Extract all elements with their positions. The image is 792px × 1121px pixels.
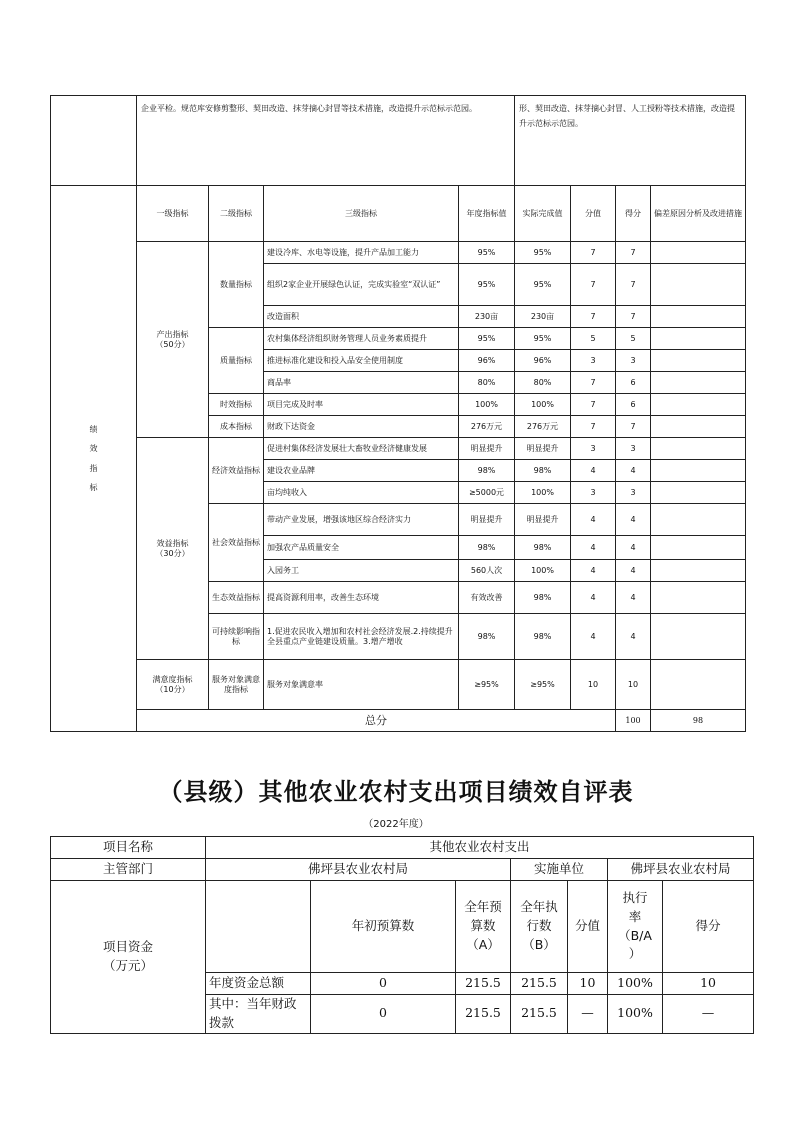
target-cell: 98% (459, 460, 515, 482)
l3-cell: 农村集体经济组织财务管理人员业务素质提升 (264, 328, 459, 350)
value-cell: 10 (571, 660, 616, 710)
funds-full: 215.5 (456, 995, 511, 1034)
score-cell: 6 (616, 394, 651, 416)
actual-cell: 80% (515, 372, 571, 394)
funds-value: 10 (568, 973, 608, 995)
impl-value: 佛坪县农业农村局 (608, 859, 754, 881)
project-name-label: 项目名称 (51, 837, 206, 859)
funds-value: — (568, 995, 608, 1034)
reason-cell (651, 264, 746, 306)
value-cell: 4 (571, 614, 616, 660)
actual-cell: 98% (515, 582, 571, 614)
l3-cell: 财政下达资金 (264, 416, 459, 438)
target-cell: 80% (459, 372, 515, 394)
value-cell: 3 (571, 482, 616, 504)
reason-cell (651, 582, 746, 614)
funds-rate: 100% (608, 973, 663, 995)
value-cell: 7 (571, 306, 616, 328)
funds-exec: 215.5 (511, 995, 568, 1034)
reason-cell (651, 350, 746, 372)
target-cell: 95% (459, 328, 515, 350)
target-cell: 230亩 (459, 306, 515, 328)
perf-top-row (51, 96, 746, 186)
perf-top-blank (51, 96, 137, 186)
funds-label: 项目资金 （万元） (51, 881, 206, 1034)
target-cell: 98% (459, 614, 515, 660)
value-cell: 7 (571, 242, 616, 264)
sub-social: 社会效益指标 (209, 504, 264, 582)
score-cell: 7 (616, 264, 651, 306)
section-label (51, 186, 137, 732)
funds-initial: 0 (311, 995, 456, 1034)
funds-score: — (663, 995, 754, 1034)
score-cell: 3 (616, 438, 651, 460)
header-target: 年度指标值 (459, 186, 515, 242)
header-actual: 实际完成值 (515, 186, 571, 242)
header-l2: 二级指标 (209, 186, 264, 242)
l3-cell: 服务对象满意率 (264, 660, 459, 710)
l3-cell: 推进标准化建设和投入品安全使用制度 (264, 350, 459, 372)
target-cell: ≥95% (459, 660, 515, 710)
total-row (51, 710, 746, 732)
sub-cost: 成本指标 (209, 416, 264, 438)
total-score: 98 (651, 710, 746, 732)
reason-cell (651, 660, 746, 710)
score-cell: 4 (616, 536, 651, 560)
target-cell: 明显提升 (459, 504, 515, 536)
target-cell: 96% (459, 350, 515, 372)
sub-sustainable: 可持续影响指标 (209, 614, 264, 660)
project-name-row (51, 837, 754, 859)
actual-cell: 100% (515, 482, 571, 504)
target-cell: 明显提升 (459, 438, 515, 460)
l3-cell: 建设冷库、水电等设施，提升产品加工能力 (264, 242, 459, 264)
value-cell: 3 (571, 438, 616, 460)
target-cell: 95% (459, 242, 515, 264)
header-l1: 一级指标 (137, 186, 209, 242)
total-label: 总分 (137, 710, 616, 732)
value-cell: 3 (571, 350, 616, 372)
funds-score: 10 (663, 973, 754, 995)
score-cell: 4 (616, 582, 651, 614)
l3-cell: 组织2家企业开展绿色认证，完成实验室“双认证” (264, 264, 459, 306)
reason-cell (651, 536, 746, 560)
document-title: （县级）其他农业农村支出项目绩效自评表 (158, 777, 634, 806)
score-cell: 7 (616, 242, 651, 264)
score-cell: 6 (616, 372, 651, 394)
l3-cell: 亩均纯收入 (264, 482, 459, 504)
col-initial: 年初预算数 (311, 881, 456, 973)
reason-cell (651, 560, 746, 582)
reason-cell (651, 372, 746, 394)
group-benefit: 效益指标 （30分） (137, 438, 209, 660)
reason-cell (651, 504, 746, 536)
value-cell: 4 (571, 560, 616, 582)
target-cell: 100% (459, 394, 515, 416)
group-satisfaction: 满意度指标 （10分） (137, 660, 209, 710)
performance-indicator-table (50, 95, 746, 732)
sub-ecological: 生态效益指标 (209, 582, 264, 614)
actual-cell: ≥95% (515, 660, 571, 710)
reason-cell (651, 328, 746, 350)
actual-cell: 100% (515, 394, 571, 416)
funds-rate: 100% (608, 995, 663, 1034)
table-row (51, 660, 746, 710)
l3-cell: 改造面积 (264, 306, 459, 328)
actual-cell: 95% (515, 242, 571, 264)
target-cell: 95% (459, 264, 515, 306)
reason-cell (651, 482, 746, 504)
score-cell: 4 (616, 560, 651, 582)
score-cell: 7 (616, 306, 651, 328)
actual-cell: 100% (515, 560, 571, 582)
sub-quality: 质量指标 (209, 328, 264, 394)
l3-cell: 商品率 (264, 372, 459, 394)
total-value: 100 (616, 710, 651, 732)
reason-cell (651, 394, 746, 416)
perf-top-text-right: 形、契田改造、抹芽摘心封冒、人工授粉等技术措施，改造提升示范标示范园。 (515, 96, 746, 186)
section-label-text: 绩效指标 (89, 425, 98, 492)
actual-cell: 明显提升 (515, 438, 571, 460)
sub-service: 服务对象满意度指标 (209, 660, 264, 710)
value-cell: 7 (571, 394, 616, 416)
dept-label: 主管部门 (51, 859, 206, 881)
value-cell: 7 (571, 372, 616, 394)
reason-cell (651, 416, 746, 438)
l3-cell: 提高资源利用率，改善生态环境 (264, 582, 459, 614)
perf-top-text-left: 企业平检。规范库安修剪整形、契田改造、抹芽摘心封冒等技术措施，改造提升示范标示范园。 (137, 96, 515, 186)
score-cell: 5 (616, 328, 651, 350)
table-row (51, 242, 746, 264)
l3-cell: 入园务工 (264, 560, 459, 582)
header-score: 得分 (616, 186, 651, 242)
value-cell: 4 (571, 536, 616, 560)
score-cell: 7 (616, 416, 651, 438)
score-cell: 10 (616, 660, 651, 710)
project-name-value: 其他农业农村支出 (206, 837, 754, 859)
reason-cell (651, 306, 746, 328)
target-cell: 98% (459, 536, 515, 560)
funds-header-row (51, 881, 754, 973)
actual-cell: 98% (515, 536, 571, 560)
col-rate: 执行 率 （B/A ） (608, 881, 663, 973)
score-cell: 3 (616, 350, 651, 372)
col-full: 全年预 算数 （A） (456, 881, 511, 973)
header-score-value: 分值 (571, 186, 616, 242)
actual-cell: 95% (515, 264, 571, 306)
actual-cell: 96% (515, 350, 571, 372)
target-cell: 有效改善 (459, 582, 515, 614)
actual-cell: 明显提升 (515, 504, 571, 536)
actual-cell: 230亩 (515, 306, 571, 328)
l3-cell: 促进村集体经济发展壮大畜牧业经济健康发展 (264, 438, 459, 460)
col-score: 得分 (663, 881, 754, 973)
sub-quantity: 数量指标 (209, 242, 264, 328)
funds-exec: 215.5 (511, 973, 568, 995)
score-cell: 4 (616, 460, 651, 482)
dept-value: 佛坪县农业农村局 (206, 859, 511, 881)
target-cell: ≥5000元 (459, 482, 515, 504)
funds-row-label: 其中：当年财政拨款 (206, 995, 311, 1034)
group-output: 产出指标 （50分） (137, 242, 209, 438)
document-year: （2022年度） (363, 819, 429, 830)
l3-cell: 1.促进农民收入增加和农村社会经济发展.2.持续提升全县重点产业链建设质量。3.增产增收 (264, 614, 459, 660)
actual-cell: 98% (515, 614, 571, 660)
dept-row (51, 859, 754, 881)
funds-row-label: 年度资金总额 (206, 973, 311, 995)
score-cell: 3 (616, 482, 651, 504)
header-reason: 偏差原因分析及改进措施 (651, 186, 746, 242)
l3-cell: 建设农业品牌 (264, 460, 459, 482)
score-cell: 4 (616, 614, 651, 660)
actual-cell: 276万元 (515, 416, 571, 438)
impl-label: 实施单位 (511, 859, 608, 881)
funds-initial: 0 (311, 973, 456, 995)
funds-full: 215.5 (456, 973, 511, 995)
l3-cell: 项目完成及时率 (264, 394, 459, 416)
value-cell: 4 (571, 582, 616, 614)
value-cell: 5 (571, 328, 616, 350)
actual-cell: 98% (515, 460, 571, 482)
actual-cell: 95% (515, 328, 571, 350)
reason-cell (651, 438, 746, 460)
value-cell: 4 (571, 504, 616, 536)
funds-header-blank (206, 881, 311, 973)
l3-cell: 加强农产品质量安全 (264, 536, 459, 560)
target-cell: 276万元 (459, 416, 515, 438)
header-l3: 三级指标 (264, 186, 459, 242)
value-cell: 7 (571, 264, 616, 306)
reason-cell (651, 242, 746, 264)
project-summary-table (50, 836, 754, 1034)
reason-cell (651, 460, 746, 482)
perf-header-row (51, 186, 746, 242)
col-exec: 全年执 行数 （B） (511, 881, 568, 973)
sub-economic: 经济效益指标 (209, 438, 264, 504)
target-cell: 560人次 (459, 560, 515, 582)
col-value: 分值 (568, 881, 608, 973)
value-cell: 4 (571, 460, 616, 482)
reason-cell (651, 614, 746, 660)
sub-time: 时效指标 (209, 394, 264, 416)
value-cell: 7 (571, 416, 616, 438)
l3-cell: 带动产业发展，增强该地区综合经济实力 (264, 504, 459, 536)
score-cell: 4 (616, 504, 651, 536)
table-row (51, 438, 746, 460)
